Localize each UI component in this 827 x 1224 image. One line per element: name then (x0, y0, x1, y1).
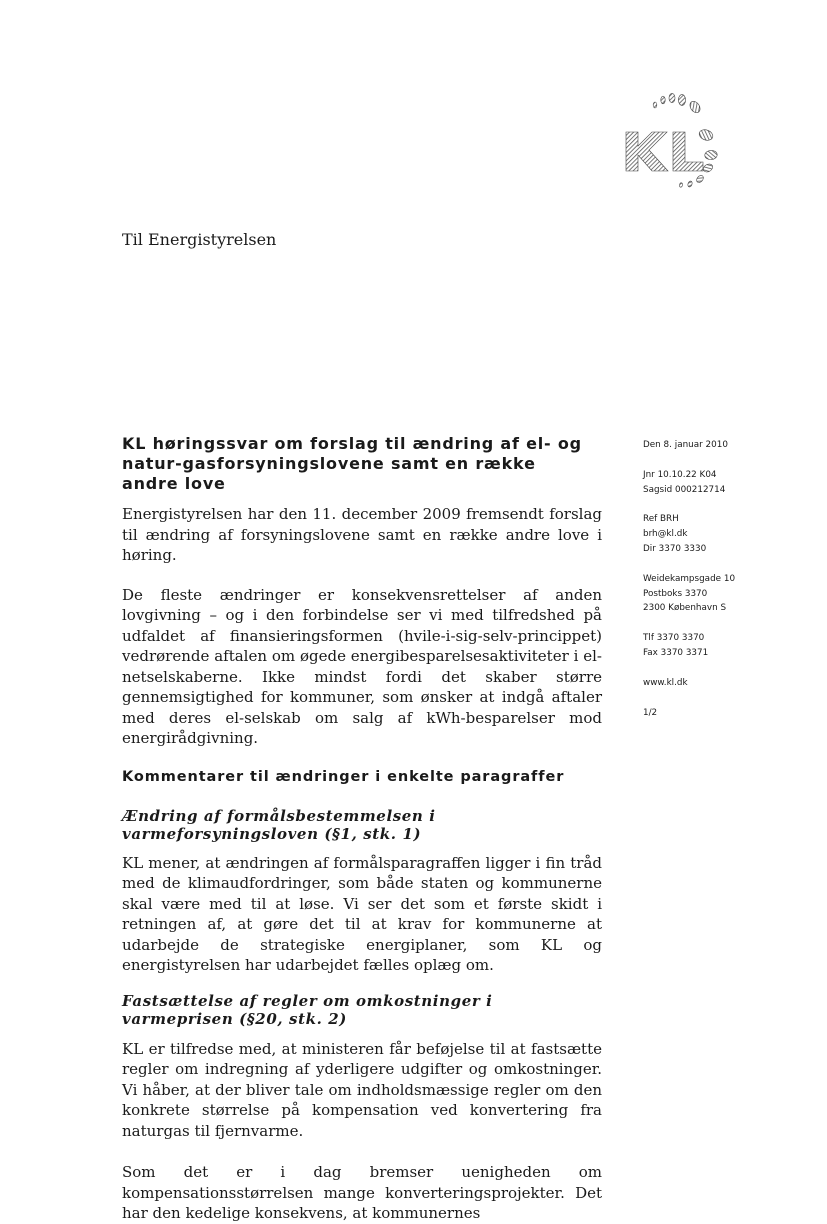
case-id: Sagsid 000212714 (643, 484, 726, 495)
paragraph-purpose: KL mener, at ændringen af formålsparagraffen ligger i fin tråd med de klimaudfordringer, som både staten og kommunerne skal være med til at løse. Vi ser det som et første skidt i retningen af, at gøre det til at krav for kommunerne at udarbejde de strategiske energiplaner, som KL og energistyrelsen har udarbejdet fælles oplæg om. (122, 853, 602, 974)
kl-logo (618, 92, 722, 188)
phone: Tlf 3370 3370 (643, 633, 705, 644)
paragraph-financing: De fleste ændringer er konsekvensrettelser af anden lovgivning – og i den forbindelse ser vi med tilfredshed på udfaldet af finansieringsformen (hvile-i-sig-selv-princippet) vedrørende aftalen om øgede energibesparelsesaktiviteter i el-netselskaberne. Ikke mindst fordi det skaber større gennemsigtighed for kommuner, som ønsker at indgå aftaler med deres el-selskab om salg af kWh-besparelser mod energirådgivning. (122, 585, 602, 747)
sidebar-info (643, 438, 793, 735)
subheading-costs: Fastsættelse af regler om omkostninger i varmeprisen (§20, stk. 2) (122, 991, 493, 1028)
section-heading: Kommentarer til ændringer i enkelte paragraffer (122, 768, 565, 785)
direct-phone: Dir 3370 3330 (643, 543, 707, 554)
paragraph-conversion: Som det er i dag bremser uenigheden om kompensationsstørrelsen mange konverteringsprojekter. Det har den kedelige konsekvens, at kommunernes (122, 1163, 602, 1222)
letter-body (122, 434, 602, 1224)
contact-email: brh@kl.dk (643, 529, 688, 540)
page-number: 1/2 (643, 707, 658, 718)
website: www.kl.dk (643, 677, 688, 688)
paragraph-costs: KL er tilfredse med, at ministeren får beføjelse til at fastsætte regler om indregning af yderligere udgifter og omkostninger. Vi håber, at der bliver tale om indholdsmæssige regler om den konkrete størrelse på kompensation ved konvertering fra naturgas til fjernvarme. (122, 1039, 602, 1140)
recipient-line: Til Energistyrelsen (122, 230, 277, 249)
letter-title: KL høringssvar om forslag til ændring af el- og natur-gasforsyningslovene samt en række andre love (122, 434, 582, 493)
journal-number: Jnr 10.10.22 K04 (643, 469, 717, 480)
reference: Ref BRH (643, 514, 679, 525)
letter-date: Den 8. januar 2010 (643, 440, 728, 450)
postal-city: 2300 København S (643, 603, 727, 614)
fax: Fax 3370 3371 (643, 647, 709, 658)
kl-logo-graphic (618, 92, 722, 188)
subheading-purpose: Ændring af formålsbestemmelsen i varmeforsyningsloven (§1, stk. 1) (122, 806, 436, 843)
postbox: Postboks 3370 (643, 588, 708, 599)
street-address: Weidekampsgade 10 (643, 573, 736, 584)
intro-paragraph: Energistyrelsen har den 11. december 2009 fremsendt forslag til ændring af forsyningslovene samt en række andre love i høring. (122, 505, 602, 564)
